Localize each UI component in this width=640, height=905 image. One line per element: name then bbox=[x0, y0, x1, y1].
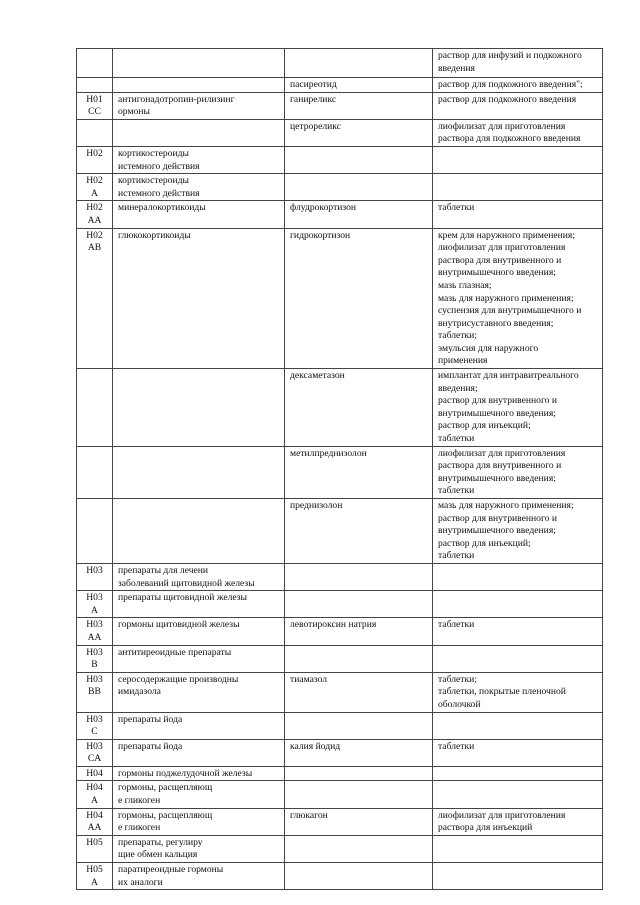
cell-drug-name bbox=[285, 174, 433, 201]
dosage-form-text: внутримышечного введения; bbox=[438, 267, 556, 279]
atc-code-text: H03 bbox=[86, 646, 103, 658]
atc-code-text: H03 bbox=[86, 592, 103, 604]
cell-drug-name bbox=[285, 672, 433, 712]
dosage-form-text: крем для наружного применения; bbox=[438, 229, 575, 241]
drug-name-text: флудрокортизон bbox=[290, 202, 357, 214]
drug-list-table bbox=[76, 48, 603, 890]
dosage-form-text: лиофилизат для приготовления bbox=[438, 809, 566, 821]
drug-name-text: левотироксин натрия bbox=[290, 619, 377, 631]
atc-group-text: истемного действия bbox=[118, 160, 200, 172]
table-row bbox=[77, 563, 603, 590]
cell-atc-group bbox=[113, 808, 285, 835]
dosage-form-text: внутримышечного введения; bbox=[438, 407, 556, 419]
dosage-form-text: раствор для подкожного введения bbox=[438, 93, 577, 105]
cell-dosage-form bbox=[433, 174, 603, 201]
drug-name-text: гидрокортизон bbox=[290, 229, 351, 241]
cell-drug-name bbox=[285, 739, 433, 766]
atc-code-text: H03 bbox=[86, 564, 103, 576]
cell-dosage-form bbox=[433, 645, 603, 672]
cell-atc-code bbox=[77, 369, 113, 447]
cell-atc-code bbox=[77, 863, 113, 890]
table-row bbox=[77, 369, 603, 447]
cell-dosage-form bbox=[433, 808, 603, 835]
table-row bbox=[77, 446, 603, 498]
cell-atc-code bbox=[77, 146, 113, 173]
atc-group-text: истемного действия bbox=[118, 187, 200, 199]
cell-drug-name bbox=[285, 645, 433, 672]
cell-dosage-form bbox=[433, 369, 603, 447]
cell-atc-group bbox=[113, 766, 285, 781]
dosage-form-text: раствора для инъекций bbox=[438, 822, 533, 834]
cell-drug-name bbox=[285, 863, 433, 890]
cell-dosage-form bbox=[433, 78, 603, 93]
cell-drug-name bbox=[285, 201, 433, 228]
atc-code-text: CA bbox=[87, 753, 102, 765]
dosage-form-text: таблетки, покрытые пленочной bbox=[438, 686, 566, 698]
dosage-form-text: раствор для инъекций; bbox=[438, 537, 531, 549]
cell-dosage-form bbox=[433, 228, 603, 369]
drug-name-text: дексаметазон bbox=[290, 370, 345, 382]
cell-drug-name bbox=[285, 808, 433, 835]
atc-group-text: ормоны bbox=[118, 106, 150, 118]
cell-atc-code bbox=[77, 174, 113, 201]
cell-drug-name bbox=[285, 591, 433, 618]
dosage-form-text: эмульсия для наружного bbox=[438, 342, 539, 354]
dosage-form-text: лиофилизат для приготовления bbox=[438, 242, 566, 254]
cell-atc-code bbox=[77, 766, 113, 781]
dosage-form-text: раствор для инъекций; bbox=[438, 420, 531, 432]
cell-drug-name bbox=[285, 369, 433, 447]
dosage-form-text: внутримышечного введения; bbox=[438, 472, 556, 484]
cell-atc-group bbox=[113, 49, 285, 78]
cell-dosage-form bbox=[433, 618, 603, 645]
atc-code-text: A bbox=[91, 876, 98, 888]
cell-dosage-form bbox=[433, 672, 603, 712]
cell-atc-group bbox=[113, 863, 285, 890]
atc-code-text: H04 bbox=[86, 782, 103, 794]
atc-group-text: гормоны поджелудочной железы bbox=[118, 767, 253, 779]
cell-atc-code bbox=[77, 781, 113, 808]
atc-group-text: заболеваний щитовидной железы bbox=[118, 577, 255, 589]
cell-drug-name bbox=[285, 781, 433, 808]
cell-atc-group bbox=[113, 369, 285, 447]
cell-dosage-form bbox=[433, 446, 603, 498]
cell-dosage-form bbox=[433, 201, 603, 228]
table-row bbox=[77, 618, 603, 645]
table-row bbox=[77, 78, 603, 93]
table-row bbox=[77, 835, 603, 862]
drug-name-text: тиамазол bbox=[290, 673, 328, 685]
table-row bbox=[77, 499, 603, 564]
cell-atc-group bbox=[113, 739, 285, 766]
table-body bbox=[77, 49, 603, 890]
atc-code-text: AB bbox=[87, 242, 102, 254]
dosage-form-text: лиофилизат для приготовления bbox=[438, 120, 566, 132]
cell-atc-code bbox=[77, 591, 113, 618]
drug-name-text: метилпреднизолон bbox=[290, 447, 367, 459]
cell-drug-name bbox=[285, 119, 433, 146]
cell-drug-name bbox=[285, 446, 433, 498]
cell-dosage-form bbox=[433, 712, 603, 739]
cell-atc-group bbox=[113, 591, 285, 618]
cell-atc-group bbox=[113, 835, 285, 862]
cell-dosage-form bbox=[433, 591, 603, 618]
atc-group-text: глюкокортикоиды bbox=[118, 229, 191, 241]
table-row bbox=[77, 808, 603, 835]
dosage-form-text: имплантат для интравитреального bbox=[438, 370, 579, 382]
table-row bbox=[77, 119, 603, 146]
cell-atc-code bbox=[77, 228, 113, 369]
atc-group-text: антитиреоидные препараты bbox=[118, 646, 232, 658]
drug-name-text: преднизолон bbox=[290, 500, 343, 511]
dosage-form-text: мазь глазная; bbox=[438, 279, 492, 291]
atc-group-text: е гликоген bbox=[118, 795, 161, 807]
cell-atc-group bbox=[113, 78, 285, 93]
cell-dosage-form bbox=[433, 863, 603, 890]
cell-atc-group bbox=[113, 92, 285, 119]
cell-dosage-form bbox=[433, 146, 603, 173]
cell-atc-code bbox=[77, 563, 113, 590]
table-row bbox=[77, 766, 603, 781]
atc-code-text: H03 bbox=[86, 740, 103, 752]
atc-group-text: препараты йода bbox=[118, 713, 183, 725]
cell-atc-code bbox=[77, 672, 113, 712]
cell-drug-name bbox=[285, 92, 433, 119]
atc-code-text: H04 bbox=[86, 809, 103, 821]
atc-code-text: A bbox=[91, 604, 98, 616]
cell-atc-code bbox=[77, 92, 113, 119]
cell-dosage-form bbox=[433, 92, 603, 119]
atc-code-text: H03 bbox=[86, 713, 103, 725]
dosage-form-text: оболочкой bbox=[438, 698, 481, 710]
cell-atc-group bbox=[113, 174, 285, 201]
table-row bbox=[77, 174, 603, 201]
table-row bbox=[77, 49, 603, 78]
cell-dosage-form bbox=[433, 835, 603, 862]
cell-atc-code bbox=[77, 78, 113, 93]
cell-dosage-form bbox=[433, 766, 603, 781]
atc-code-text: BB bbox=[88, 686, 101, 698]
dosage-form-text: применения bbox=[438, 355, 488, 367]
cell-dosage-form bbox=[433, 739, 603, 766]
dosage-form-text: таблетки bbox=[438, 550, 475, 562]
cell-drug-name bbox=[285, 228, 433, 369]
cell-atc-group bbox=[113, 146, 285, 173]
table-row bbox=[77, 92, 603, 119]
dosage-form-text: суспензия для внутримышечного и bbox=[438, 305, 582, 317]
atc-code-text: H02 bbox=[86, 202, 103, 214]
atc-group-text: препараты для лечени bbox=[118, 564, 209, 576]
atc-group-text: кортикостероиды bbox=[118, 147, 189, 159]
cell-atc-code bbox=[77, 808, 113, 835]
atc-code-text: AA bbox=[87, 631, 102, 643]
cell-atc-group bbox=[113, 119, 285, 146]
dosage-form-text: мазь для наружного применения; bbox=[438, 500, 574, 511]
dosage-form-text: введения bbox=[438, 62, 475, 74]
dosage-form-text: таблетки bbox=[438, 433, 475, 445]
atc-group-text: щие обмен кальция bbox=[118, 849, 198, 861]
atc-code-text: H03 bbox=[86, 619, 103, 631]
atc-code-text: H02 bbox=[86, 175, 103, 187]
table-row bbox=[77, 781, 603, 808]
cell-atc-group bbox=[113, 672, 285, 712]
drug-name-text: калия йодид bbox=[290, 740, 341, 752]
dosage-form-text: раствора для внутривенного и bbox=[438, 254, 562, 266]
cell-drug-name bbox=[285, 49, 433, 78]
dosage-form-text: раствор для подкожного введения"; bbox=[438, 79, 583, 90]
atc-group-text: антигонадотропин-рилизинг bbox=[118, 93, 235, 105]
dosage-form-text: таблетки bbox=[438, 619, 475, 631]
drug-name-text: цетрореликс bbox=[290, 120, 341, 132]
atc-group-text: гормоны щитовидной железы bbox=[118, 619, 240, 631]
atc-code-text: H02 bbox=[86, 147, 103, 159]
dosage-form-text: раствора для внутривенного и bbox=[438, 460, 562, 472]
cell-atc-code bbox=[77, 49, 113, 78]
table-row bbox=[77, 712, 603, 739]
dosage-form-text: раствор для внутривенного и bbox=[438, 395, 557, 407]
cell-drug-name bbox=[285, 766, 433, 781]
dosage-form-text: раствор для инфузий и подкожного bbox=[438, 50, 582, 61]
dosage-form-text: раствор для внутривенного и bbox=[438, 512, 557, 524]
cell-atc-group bbox=[113, 618, 285, 645]
atc-code-text: CC bbox=[88, 106, 101, 118]
dosage-form-text: внутрисуставного введения; bbox=[438, 317, 554, 329]
atc-group-text: серосодержащие производны bbox=[118, 673, 239, 685]
cell-drug-name bbox=[285, 563, 433, 590]
dosage-form-text: мазь для наружного применения; bbox=[438, 292, 574, 304]
drug-name-text: глюкагон bbox=[290, 809, 328, 821]
dosage-form-text: лиофилизат для приготовления bbox=[438, 447, 566, 459]
table-row bbox=[77, 591, 603, 618]
cell-dosage-form bbox=[433, 563, 603, 590]
cell-atc-code bbox=[77, 835, 113, 862]
table-row bbox=[77, 739, 603, 766]
atc-group-text: их аналоги bbox=[118, 876, 163, 888]
atc-code-text: AA bbox=[87, 214, 102, 226]
atc-group-text: кортикостероиды bbox=[118, 175, 189, 187]
atc-group-text: имидазола bbox=[118, 686, 161, 698]
cell-dosage-form bbox=[433, 49, 603, 78]
cell-atc-group bbox=[113, 201, 285, 228]
atc-code-text: H04 bbox=[86, 767, 103, 779]
atc-code-text: A bbox=[91, 187, 98, 199]
atc-code-text: C bbox=[91, 726, 98, 738]
cell-atc-code bbox=[77, 618, 113, 645]
atc-code-text: H05 bbox=[86, 836, 103, 848]
table-row bbox=[77, 672, 603, 712]
cell-dosage-form bbox=[433, 499, 603, 564]
cell-atc-group bbox=[113, 499, 285, 564]
table-row bbox=[77, 645, 603, 672]
cell-atc-group bbox=[113, 228, 285, 369]
dosage-form-text: таблетки; bbox=[438, 330, 477, 342]
atc-group-text: гормоны, расщепляющ bbox=[118, 809, 213, 821]
atc-code-text: AA bbox=[87, 822, 102, 834]
drug-name-text: ганиреликс bbox=[290, 93, 337, 105]
table-row bbox=[77, 146, 603, 173]
cell-atc-code bbox=[77, 645, 113, 672]
dosage-form-text: введения; bbox=[438, 382, 478, 394]
cell-atc-group bbox=[113, 712, 285, 739]
dosage-form-text: таблетки bbox=[438, 485, 475, 497]
cell-drug-name bbox=[285, 146, 433, 173]
cell-drug-name bbox=[285, 712, 433, 739]
table-row bbox=[77, 201, 603, 228]
atc-code-text: H01 bbox=[86, 93, 103, 105]
cell-atc-code bbox=[77, 201, 113, 228]
atc-group-text: препараты йода bbox=[118, 740, 183, 752]
atc-group-text: минералокортикоиды bbox=[118, 202, 206, 214]
dosage-form-text: таблетки bbox=[438, 202, 475, 214]
cell-atc-code bbox=[77, 119, 113, 146]
dosage-form-text: внутримышечного введения; bbox=[438, 525, 556, 537]
cell-atc-code bbox=[77, 712, 113, 739]
atc-code-text: H02 bbox=[86, 229, 103, 241]
cell-drug-name bbox=[285, 618, 433, 645]
cell-drug-name bbox=[285, 78, 433, 93]
table-row bbox=[77, 228, 603, 369]
atc-code-text: B bbox=[91, 659, 98, 671]
cell-dosage-form bbox=[433, 119, 603, 146]
atc-code-text: A bbox=[91, 795, 98, 807]
cell-drug-name bbox=[285, 835, 433, 862]
cell-drug-name bbox=[285, 499, 433, 564]
atc-group-text: паратиреоидные гормоны bbox=[118, 864, 224, 876]
cell-atc-code bbox=[77, 446, 113, 498]
atc-group-text: гормоны, расщепляющ bbox=[118, 782, 213, 794]
atc-code-text: H05 bbox=[86, 864, 103, 876]
atc-group-text: препараты щитовидной железы bbox=[118, 592, 247, 604]
atc-group-text: е гликоген bbox=[118, 822, 161, 834]
dosage-form-text: таблетки bbox=[438, 740, 475, 752]
atc-code-text: H03 bbox=[86, 673, 103, 685]
cell-atc-group bbox=[113, 781, 285, 808]
drug-name-text: пасиреотид bbox=[290, 79, 337, 90]
dosage-form-text: раствора для подкожного введения bbox=[438, 133, 581, 145]
cell-atc-code bbox=[77, 739, 113, 766]
cell-atc-code bbox=[77, 499, 113, 564]
table-row bbox=[77, 863, 603, 890]
cell-dosage-form bbox=[433, 781, 603, 808]
cell-atc-group bbox=[113, 645, 285, 672]
cell-atc-group bbox=[113, 446, 285, 498]
dosage-form-text: таблетки; bbox=[438, 673, 477, 685]
atc-group-text: препараты, регулиру bbox=[118, 836, 203, 848]
cell-atc-group bbox=[113, 563, 285, 590]
